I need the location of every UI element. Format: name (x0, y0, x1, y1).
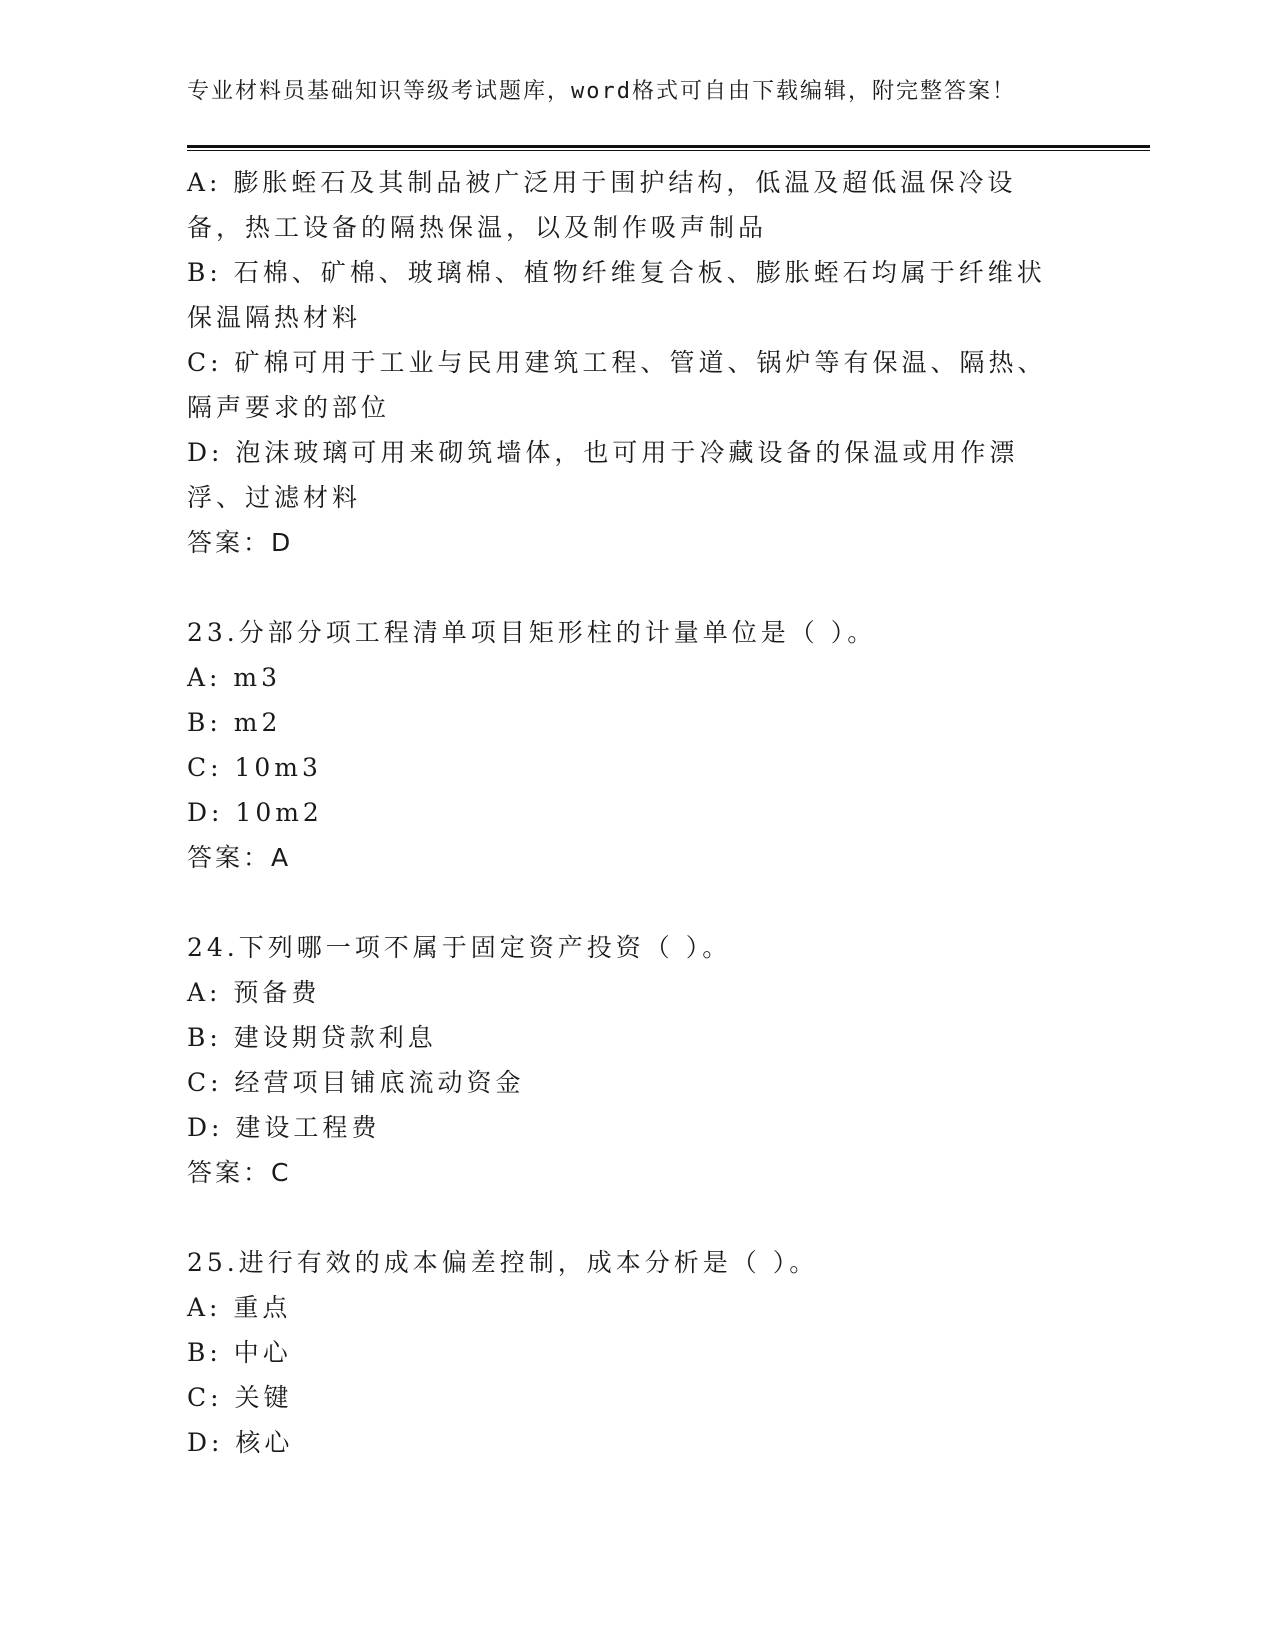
option-c: C: 经营项目铺底流动资金 (187, 1068, 525, 1097)
option-a: A: 重点 (187, 1293, 292, 1322)
answer-label: 答案：C (187, 1158, 292, 1187)
option-a: A: m3 (187, 663, 282, 692)
question-25-block (187, 1240, 1067, 1465)
header-rule-thin (187, 150, 1150, 151)
option-b: B: 建设期贷款利息 (187, 1023, 437, 1052)
option-c: C: 关键 (187, 1383, 293, 1412)
answer-label: 答案：A (187, 843, 292, 872)
option-d: D: 核心 (187, 1428, 294, 1457)
option-c: C: 10m3 (187, 753, 322, 782)
option-b: B: m2 (187, 708, 282, 737)
question-text: 24.下列哪一项不属于固定资产投资（ ）。 (187, 933, 732, 962)
option-d: D: 泡沫玻璃可用来砌筑墙体，也可用于冷藏设备的保温或用作漂浮、过滤材料 (187, 438, 1019, 512)
question-23-block (187, 610, 1067, 880)
answer-label: 答案：D (187, 528, 294, 557)
question-22-block (187, 160, 1067, 565)
option-a: A: 预备费 (187, 978, 321, 1007)
question-list (187, 160, 1067, 1465)
option-b: B: 中心 (187, 1338, 292, 1367)
header-rule-thick (187, 145, 1150, 148)
page-header: 专业材料员基础知识等级考试题库，word格式可自由下载编辑，附完整答案！ (187, 79, 1016, 104)
option-d: D: 建设工程费 (187, 1113, 381, 1142)
option-b: B: 石棉、矿棉、玻璃棉、植物纤维复合板、膨胀蛭石均属于纤维状保温隔热材料 (187, 258, 1046, 332)
question-text: 25.进行有效的成本偏差控制，成本分析是（ ）。 (187, 1248, 819, 1277)
option-d: D: 10m2 (187, 798, 323, 827)
question-24-block (187, 925, 1067, 1195)
option-a: A: 膨胀蛭石及其制品被广泛用于围护结构，低温及超低温保冷设备，热工设备的隔热保温，以及制作吸声制品 (187, 168, 1017, 242)
question-text: 23.分部分项工程清单项目矩形柱的计量单位是（ ）。 (187, 618, 877, 647)
option-c: C: 矿棉可用于工业与民用建筑工程、管道、锅炉等有保温、隔热、隔声要求的部位 (187, 348, 1047, 422)
